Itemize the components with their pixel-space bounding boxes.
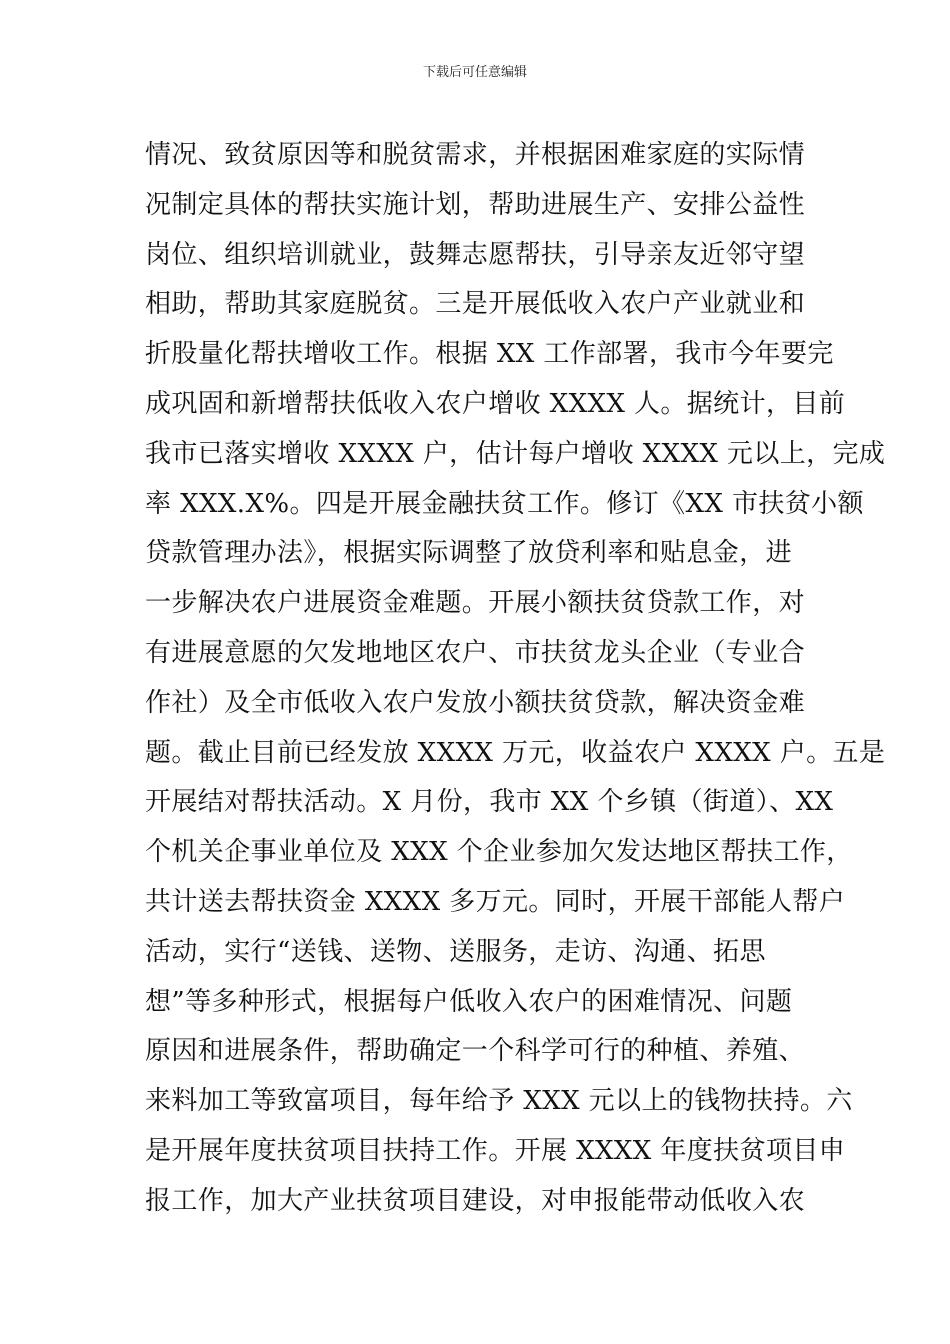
text-line: 情况、致贫原因等和脱贫需求，并根据困难家庭的实际情 [145, 140, 806, 170]
text-line: 岗位、组织培训就业，鼓舞志愿帮扶，引导亲友近邻守望 [145, 239, 806, 270]
text-line: 贷款管理办法》，根据实际调整了放贷利率和贴息金，进 [145, 538, 793, 569]
page-header: 下载后可任意编辑 [422, 65, 527, 80]
text-line: 开展结对帮扶活动。X 月份，我市 XX 个乡镇（街道）、XX [145, 787, 834, 818]
text-line: 相助，帮助其家庭脱贫。三是开展低收入农户产业就业和 [145, 289, 806, 320]
text-line: 原因和进展条件，帮助确定一个科学可行的种植、养殖、 [145, 1036, 806, 1067]
body-paragraph [145, 131, 886, 1227]
text-line: 共计送去帮扶资金 XXXX 多万元。同时，开展干部能人帮户 [145, 886, 846, 917]
text-line: 作社）及全市低收入农户发放小额扶贫贷款，解决资金难 [145, 687, 806, 718]
text-line: 成巩固和新增帮扶低收入农户增收 XXXX 人。据统计，目前 [145, 388, 846, 419]
text-line: 想”等多种形式，根据每户低收入农户的困难情况、问题 [145, 986, 793, 1017]
text-line: 我市已落实增收 XXXX 户，估计每户增收 XXXX 元以上，完成 [145, 438, 886, 469]
text-line: 报工作，加大产业扶贫项目建设，对申报能带动低收入农 [145, 1185, 806, 1216]
text-line: 题。截止目前已经发放 XXXX 万元，收益农户 XXXX 户。五是 [145, 737, 886, 768]
text-line: 活动，实行“送钱、送物、送服务，走访、沟通、拓思 [145, 936, 766, 967]
text-line: 来料加工等致富项目，每年给予 XXX 元以上的钱物扶持。六 [145, 1086, 853, 1117]
text-line: 率 XXX.X%。四是开展金融扶贫工作。修订《XX 市扶贫小额 [145, 488, 864, 519]
text-line: 有进展意愿的欠发地地区农户、市扶贫龙头企业（专业合 [145, 637, 806, 668]
text-line: 折股量化帮扶增收工作。根据 XX 工作部署，我市今年要完 [145, 339, 834, 370]
text-line: 是开展年度扶贫项目扶持工作。开展 XXXX 年度扶贫项目申 [145, 1135, 846, 1166]
text-line: 一步解决农户进展资金难题。开展小额扶贫贷款工作，对 [145, 588, 806, 619]
text-line: 个机关企事业单位及 XXX 个企业参加欠发达地区帮扶工作， [145, 837, 853, 868]
text-line: 况制定具体的帮扶实施计划，帮助进展生产、安排公益性 [145, 189, 806, 220]
